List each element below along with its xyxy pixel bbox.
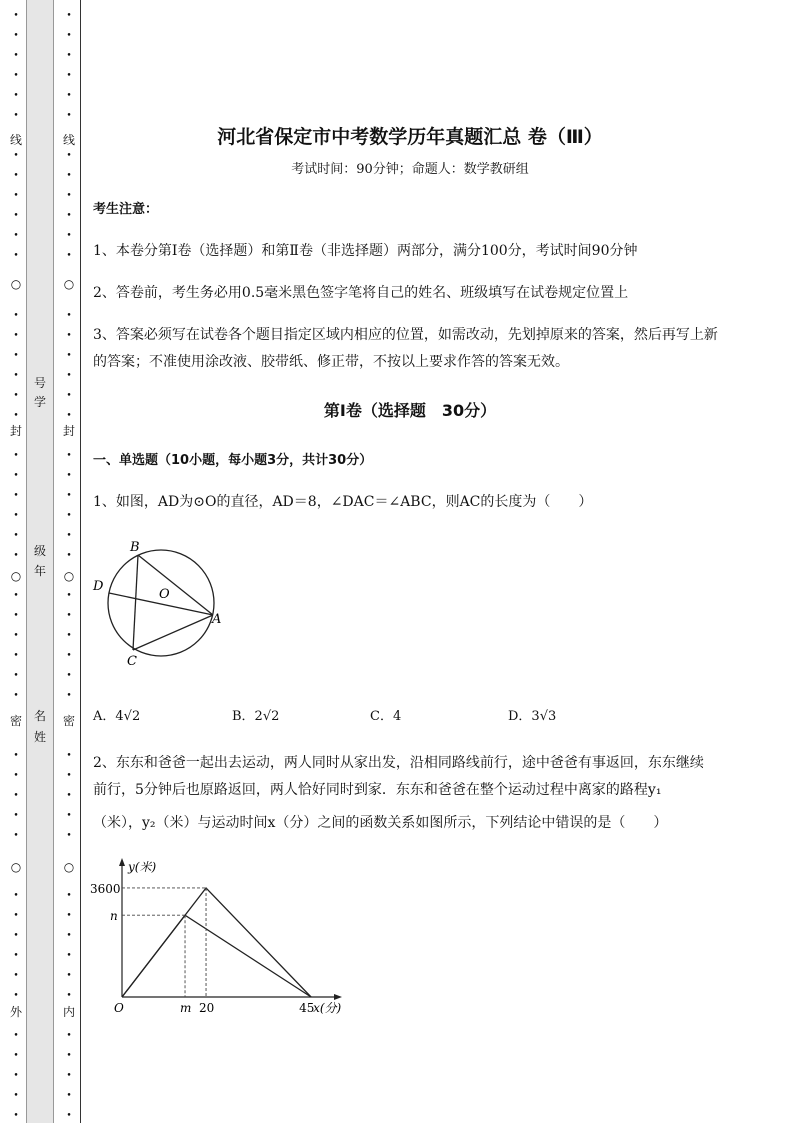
outer-marker-4: 密 (9, 714, 22, 728)
y-axis-arrow (119, 858, 125, 866)
seal-label-ming: 名 (33, 709, 46, 723)
inner-dot: • (66, 231, 72, 241)
outer-dot: • (13, 251, 19, 261)
q1-option-a[interactable]: A．4√2 (93, 709, 141, 724)
outer-dot: • (13, 11, 19, 21)
inner-dot: • (66, 791, 72, 801)
q1-stem: 1、如图，AD为⊙O的直径，AD＝8，∠DAC＝∠ABC，则AC的长度为（ ） (93, 494, 593, 510)
outer-dot: • (13, 991, 19, 1001)
seal-label-xing: 姓 (33, 730, 46, 744)
outer-dot: • (13, 111, 19, 121)
outer-dot: • (13, 331, 19, 341)
seal-label-xue: 学 (33, 395, 46, 409)
outer-dot: • (13, 831, 19, 841)
outer-dot: • (13, 351, 19, 361)
outer-dot: • (13, 71, 19, 81)
outer-dot: • (13, 891, 19, 901)
outer-dot: • (13, 651, 19, 661)
outer-dot: • (13, 551, 19, 561)
outer-dot: • (13, 391, 19, 401)
q2-stem-line-3: （米），y₂（米）与运动时间x（分）之间的函数关系如图所示，下列结论中错误的是（ ） (93, 815, 668, 831)
outer-dot: • (13, 811, 19, 821)
outer-dot: • (13, 511, 19, 521)
seal-label-nian: 年 (33, 564, 46, 578)
inner-dot: • (66, 931, 72, 941)
inner-dot: • (66, 1071, 72, 1081)
q2-function-graph (86, 855, 366, 1015)
label-c: C (127, 654, 137, 669)
outer-dot: • (13, 231, 19, 241)
inner-dot: • (66, 31, 72, 41)
inner-marker-1: ○ (63, 277, 75, 291)
outer-dot: • (13, 171, 19, 181)
x-tick-label: m (180, 1001, 192, 1015)
seal-strip (26, 0, 54, 1123)
inner-dot: • (66, 111, 72, 121)
inner-dot: • (66, 651, 72, 661)
inner-dot: • (66, 191, 72, 201)
outer-dot: • (13, 371, 19, 381)
outer-marker-3: ○ (10, 569, 22, 583)
outer-dot: • (13, 311, 19, 321)
outer-dot: • (13, 631, 19, 641)
outer-dot: • (13, 531, 19, 541)
part-heading: 一、单选题（10小题，每小题3分，共计30分） (93, 453, 373, 468)
outer-dot: • (13, 931, 19, 941)
inner-marker-6: 内 (62, 1005, 75, 1019)
inner-dot: • (66, 451, 72, 461)
q1-circle-figure (88, 535, 238, 670)
outer-dot: • (13, 951, 19, 961)
inner-dot: • (66, 691, 72, 701)
x-axis-label: x(分) (313, 1001, 342, 1015)
x-tick-label: 20 (199, 1001, 215, 1015)
inner-dot: • (66, 371, 72, 381)
inner-dot: • (66, 751, 72, 761)
x-tick-label: O (114, 1001, 124, 1015)
inner-dot: • (66, 531, 72, 541)
outer-dot: • (13, 611, 19, 621)
notice-heading: 考生注意： (93, 202, 159, 217)
q2-stem-line-2: 前行，5分钟后也原路返回，两人恰好同时到家．东东和爸爸在整个运动过程中离家的路程y₁ (93, 782, 662, 798)
y-tick-label: 3600 (90, 881, 121, 896)
inner-dot: • (66, 591, 72, 601)
q1-option-b[interactable]: B．2√2 (232, 709, 280, 724)
outer-dotted-binding-column (6, 0, 26, 1123)
outer-dot: • (13, 191, 19, 201)
outer-marker-5: ○ (10, 860, 22, 874)
label-o: O (159, 587, 170, 602)
seal-label-ji: 级 (33, 544, 46, 558)
inner-dot: • (66, 211, 72, 221)
seal-label-hao: 号 (33, 376, 46, 390)
inner-dot: • (66, 251, 72, 261)
outer-dot: • (13, 691, 19, 701)
q1-option-d[interactable]: D．3√3 (508, 709, 557, 724)
label-d: D (93, 579, 104, 594)
outer-dot: • (13, 91, 19, 101)
outer-dot: • (13, 471, 19, 481)
outer-dot: • (13, 671, 19, 681)
exam-info: 考试时间：90分钟；命题人：数学教研组 (291, 162, 529, 177)
outer-dot: • (13, 1071, 19, 1081)
inner-dot: • (66, 91, 72, 101)
page-title: 河北省保定市中考数学历年真题汇总 卷（Ⅲ） (217, 126, 603, 148)
series-line-y1 (122, 888, 311, 997)
y-tick-label: n (110, 909, 118, 924)
outer-dot: • (13, 791, 19, 801)
margin-divider-line (80, 0, 81, 1123)
inner-dot: • (66, 1091, 72, 1101)
inner-dot: • (66, 951, 72, 961)
inner-dot: • (66, 991, 72, 1001)
inner-marker-3: ○ (63, 569, 75, 583)
outer-dot: • (13, 1051, 19, 1061)
series-line-y2 (122, 915, 311, 997)
outer-dot: • (13, 451, 19, 461)
chord-bc (133, 555, 138, 650)
q1-option-c[interactable]: C．4 (370, 709, 402, 724)
outer-marker-1: ○ (10, 277, 22, 291)
outer-dot: • (13, 491, 19, 501)
label-a: A (212, 612, 222, 627)
inner-dot: • (66, 171, 72, 181)
outer-dot: • (13, 31, 19, 41)
inner-dot: • (66, 671, 72, 681)
outer-dot: • (13, 971, 19, 981)
inner-dot: • (66, 491, 72, 501)
outer-marker-6: 外 (9, 1005, 22, 1019)
inner-dot: • (66, 611, 72, 621)
inner-marker-0: 线 (62, 133, 75, 147)
inner-dot: • (66, 811, 72, 821)
q2-stem-line-1: 2、东东和爸爸一起出去运动，两人同时从家出发，沿相同路线前行，途中爸爸有事返回，东东继续 (93, 755, 704, 771)
notice-item-3-line-2: 的答案；不准使用涂改液、胶带纸、修正带，不按以上要求作答的答案无效。 (93, 354, 569, 370)
outer-dot: • (13, 211, 19, 221)
inner-dotted-binding-column (59, 0, 79, 1123)
x-axis-arrow (334, 994, 342, 1000)
inner-dot: • (66, 831, 72, 841)
label-b: B (130, 540, 140, 555)
inner-dot: • (66, 351, 72, 361)
inner-marker-4: 密 (62, 714, 75, 728)
notice-item-1: 1、本卷分第Ⅰ卷（选择题）和第Ⅱ卷（非选择题）两部分，满分100分，考试时间90分钟 (93, 243, 638, 259)
outer-dot: • (13, 51, 19, 61)
outer-dot: • (13, 1111, 19, 1121)
inner-dot: • (66, 971, 72, 981)
outer-marker-2: 封 (9, 424, 22, 438)
y-axis-label: y(米) (128, 860, 157, 874)
inner-dot: • (66, 771, 72, 781)
inner-dot: • (66, 11, 72, 21)
outer-dot: • (13, 1031, 19, 1041)
outer-marker-0: 线 (9, 133, 22, 147)
inner-marker-2: 封 (62, 424, 75, 438)
inner-marker-5: ○ (63, 860, 75, 874)
inner-dot: • (66, 891, 72, 901)
inner-dot: • (66, 911, 72, 921)
notice-item-3-line-1: 3、答案必须写在试卷各个题目指定区域内相应的位置，如需改动，先划掉原来的答案，然后再写上新 (93, 327, 718, 343)
outer-dot: • (13, 1091, 19, 1101)
chord-ba (138, 555, 213, 615)
inner-dot: • (66, 71, 72, 81)
outer-dot: • (13, 911, 19, 921)
inner-dot: • (66, 1031, 72, 1041)
outer-dot: • (13, 151, 19, 161)
outer-dot: • (13, 771, 19, 781)
outer-dot: • (13, 751, 19, 761)
inner-dot: • (66, 471, 72, 481)
section-title: 第Ⅰ卷（选择题 30分） (323, 401, 497, 420)
notice-item-2: 2、答卷前，考生务必用0.5毫米黑色签字笔将自己的姓名、班级填写在试卷规定位置上 (93, 285, 629, 301)
inner-dot: • (66, 331, 72, 341)
inner-dot: • (66, 1111, 72, 1121)
inner-dot: • (66, 631, 72, 641)
outer-dot: • (13, 591, 19, 601)
inner-dot: • (66, 391, 72, 401)
inner-dot: • (66, 411, 72, 421)
inner-dot: • (66, 511, 72, 521)
inner-dot: • (66, 151, 72, 161)
inner-dot: • (66, 551, 72, 561)
outer-dot: • (13, 411, 19, 421)
inner-dot: • (66, 1051, 72, 1061)
inner-dot: • (66, 51, 72, 61)
inner-dot: • (66, 311, 72, 321)
x-tick-label: 45 (299, 1001, 315, 1015)
chord-ca (133, 615, 213, 650)
